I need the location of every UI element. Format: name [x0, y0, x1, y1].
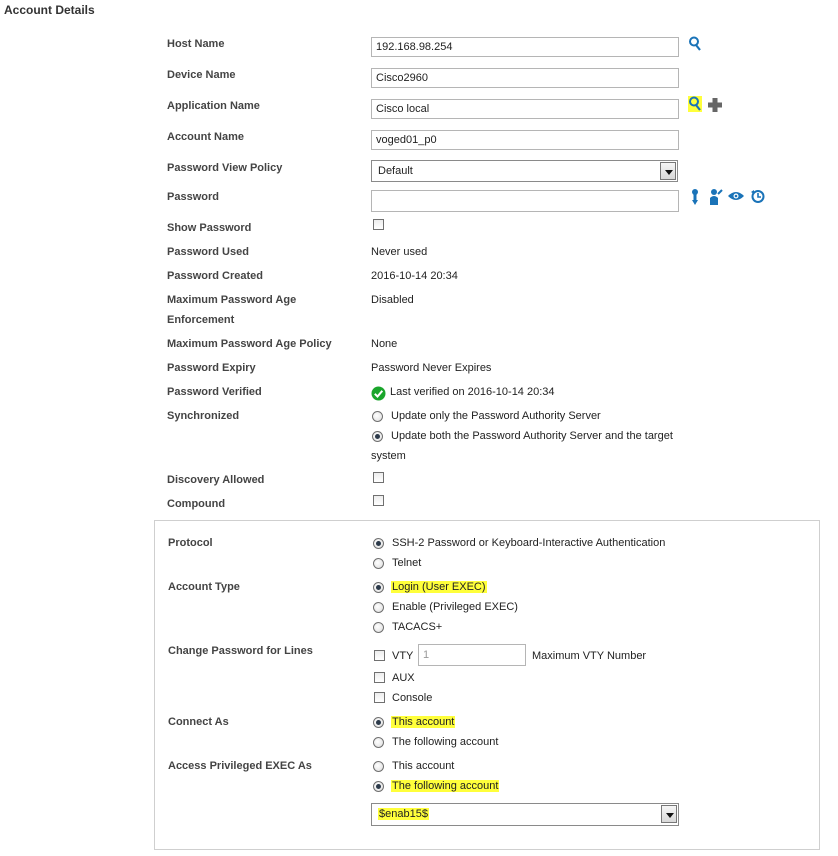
device-name-label: Device Name: [167, 69, 236, 81]
account-name-label: Account Name: [167, 131, 245, 143]
synchronized-label: Synchronized: [167, 410, 240, 422]
password-view-policy-select[interactable]: [371, 160, 678, 182]
password-label: Password: [167, 191, 219, 203]
protocol-panel: [154, 520, 820, 850]
protocol-ssh-label: SSH-2 Password or Keyboard-Interactive Authentication: [392, 537, 666, 549]
show-password-checkbox[interactable]: [373, 219, 384, 230]
application-name-input[interactable]: [371, 99, 679, 119]
device-name-input[interactable]: [371, 68, 679, 88]
aux-checkbox[interactable]: [374, 672, 385, 683]
search-icon[interactable]: [688, 96, 702, 112]
protocol-ssh-radio[interactable]: [373, 538, 384, 549]
plus-icon[interactable]: [707, 97, 723, 113]
password-input[interactable]: [371, 190, 679, 212]
password-verified-value: Last verified on 2016-10-14 20:34: [390, 386, 555, 398]
account-type-login-radio[interactable]: [373, 582, 384, 593]
vty-number-input[interactable]: [418, 644, 526, 666]
password-expiry-label: Password Expiry: [167, 362, 256, 374]
account-name-input[interactable]: [371, 130, 679, 150]
max-password-age-policy-value: None: [371, 338, 398, 350]
connect-as-this-text: This account: [392, 716, 455, 728]
check-out-icon[interactable]: [709, 188, 723, 206]
console-checkbox[interactable]: [374, 692, 385, 703]
password-policy-icon[interactable]: [689, 188, 701, 206]
sync-option-1-label: Update only the Password Authority Server: [391, 410, 601, 422]
access-privileged-following-radio[interactable]: [373, 781, 384, 792]
sync-option-2-label-2: system: [371, 450, 406, 462]
host-name-input[interactable]: [371, 37, 679, 57]
password-used-value: Never used: [371, 246, 428, 258]
application-name-label: Application Name: [167, 100, 260, 112]
connect-as-following-radio[interactable]: [373, 737, 384, 748]
console-label: Console: [392, 692, 433, 704]
connect-as-this-label: [391, 716, 455, 728]
vty-label: VTY: [392, 650, 414, 662]
max-password-age-enforcement-value: Disabled: [371, 294, 414, 306]
protocol-telnet-label: Telnet: [392, 557, 422, 569]
password-used-label: Password Used: [167, 246, 249, 258]
search-icon[interactable]: [688, 36, 702, 52]
account-type-enable-label: Enable (Privileged EXEC): [392, 601, 518, 613]
history-icon[interactable]: [750, 188, 766, 204]
account-type-login-label: [391, 581, 487, 593]
compound-checkbox[interactable]: [373, 495, 384, 506]
privileged-account-value: $enab15$: [379, 808, 428, 820]
change-password-lines-label: Change Password for Lines: [168, 645, 313, 657]
discovery-allowed-checkbox[interactable]: [373, 472, 384, 483]
sync-option-1-radio[interactable]: [372, 411, 383, 422]
access-privileged-following-label: [391, 780, 499, 792]
account-type-enable-radio[interactable]: [373, 602, 384, 613]
discovery-allowed-label: Discovery Allowed: [167, 474, 265, 486]
protocol-telnet-radio[interactable]: [373, 558, 384, 569]
account-type-label: Account Type: [168, 581, 240, 593]
vty-checkbox[interactable]: [374, 650, 385, 661]
access-privileged-following-text: The following account: [392, 780, 499, 792]
account-type-tacacs-radio[interactable]: [373, 622, 384, 633]
max-vty-label: Maximum VTY Number: [532, 650, 647, 662]
account-type-tacacs-label: TACACS+: [392, 621, 443, 633]
max-password-age-enforcement-label: Maximum Password Age: [167, 294, 297, 306]
access-privileged-this-label: This account: [392, 760, 455, 772]
chevron-down-icon: [660, 162, 676, 180]
password-view-policy-value: Default: [378, 165, 413, 177]
privileged-account-select[interactable]: [371, 803, 679, 826]
connect-as-label: Connect As: [168, 716, 229, 728]
check-circle-icon: [371, 386, 386, 401]
chevron-down-icon: [661, 805, 677, 823]
show-password-label: Show Password: [167, 222, 252, 234]
compound-label: Compound: [167, 498, 226, 510]
protocol-label: Protocol: [168, 537, 213, 549]
password-verified-label: Password Verified: [167, 386, 262, 398]
password-view-policy-label: Password View Policy: [167, 162, 283, 174]
access-privileged-this-radio[interactable]: [373, 761, 384, 772]
aux-label: AUX: [392, 672, 415, 684]
connect-as-following-label: The following account: [392, 736, 499, 748]
sync-option-2-label: Update both the Password Authority Server and the target: [391, 430, 673, 442]
max-password-age-policy-label: Maximum Password Age Policy: [167, 338, 332, 350]
eye-icon[interactable]: [727, 190, 745, 202]
connect-as-this-radio[interactable]: [373, 717, 384, 728]
max-password-age-enforcement-label-2: Enforcement: [167, 314, 235, 326]
sync-option-2-radio[interactable]: [372, 431, 383, 442]
password-created-label: Password Created: [167, 270, 263, 282]
account-type-login-text: Login (User EXEC): [392, 581, 486, 593]
password-expiry-value: Password Never Expires: [371, 362, 492, 374]
password-created-value: 2016-10-14 20:34: [371, 270, 458, 282]
host-name-label: Host Name: [167, 38, 225, 50]
access-privileged-label: Access Privileged EXEC As: [168, 760, 312, 772]
section-title: Account Details: [4, 3, 95, 17]
